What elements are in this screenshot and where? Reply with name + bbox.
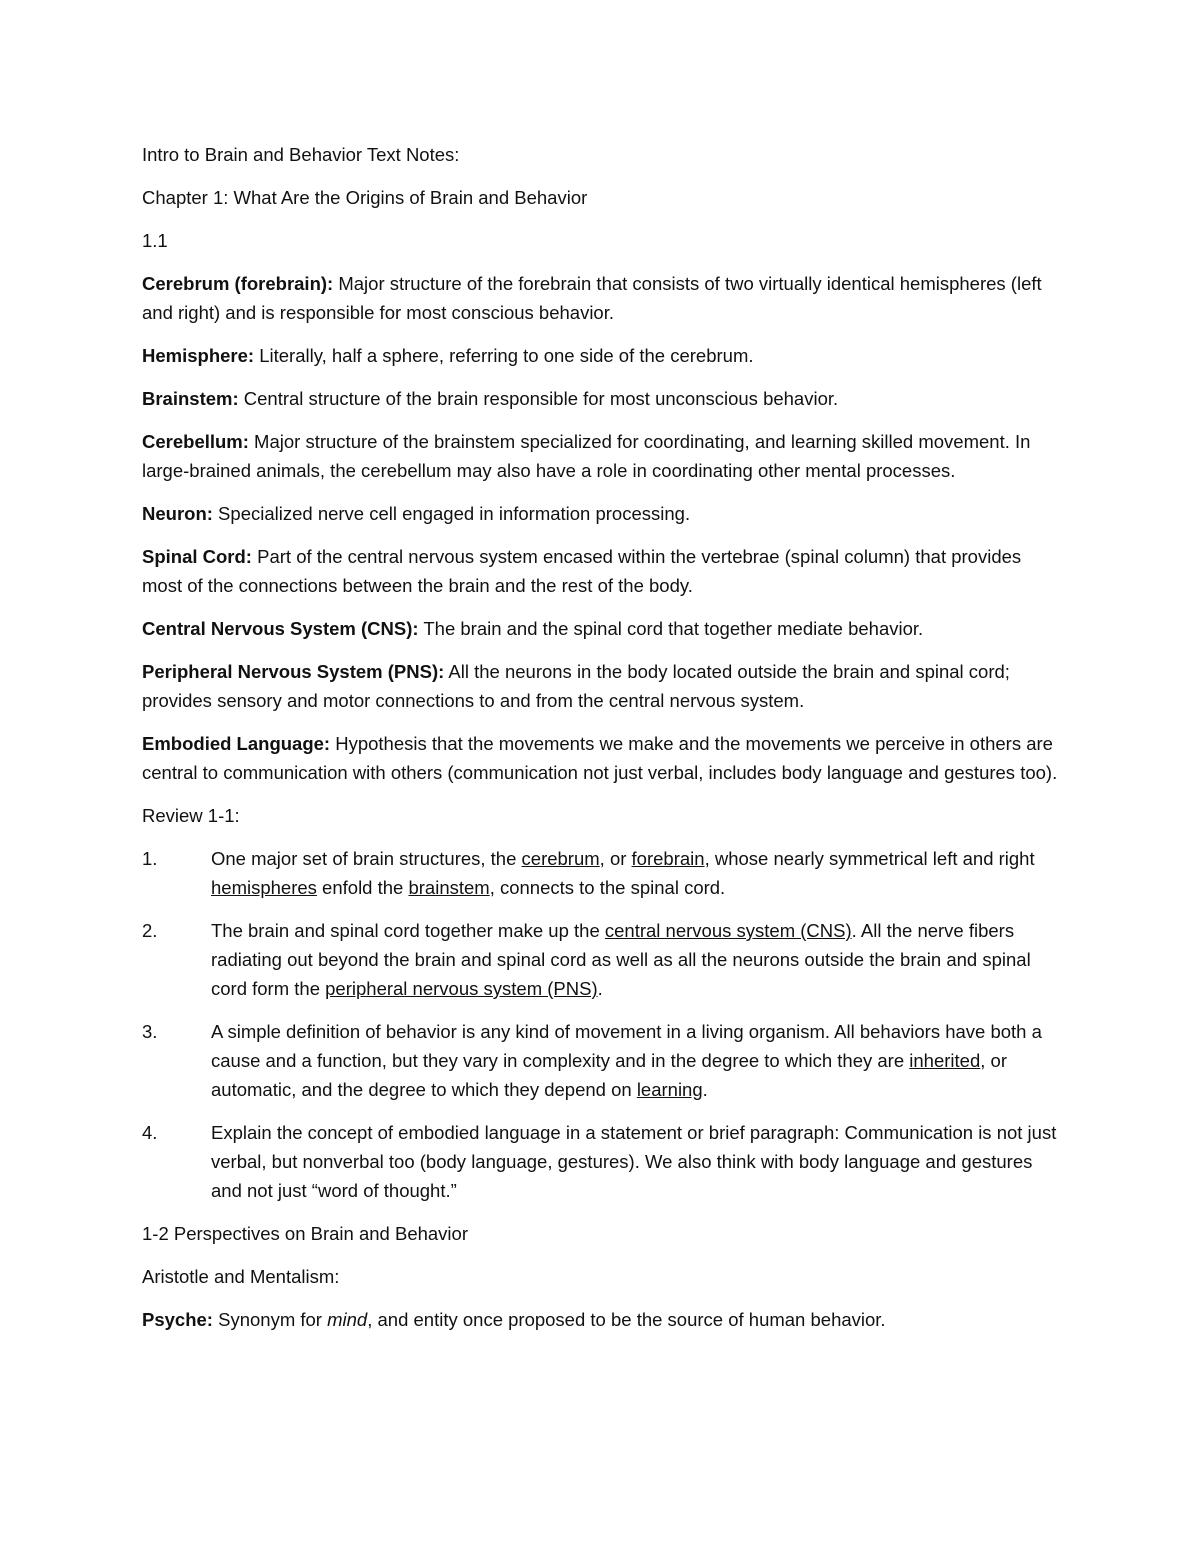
list-text — [211, 844, 1062, 902]
definition-text: Specialized nerve cell engaged in information processing. — [212, 503, 691, 524]
text-run: , or automatic, and the degree to which they depend on — [211, 1050, 1007, 1100]
definition-text: Literally, half a sphere, referring to one side of the cerebrum. — [254, 345, 754, 366]
text-run: . — [702, 1079, 708, 1100]
definition-embodied-language — [142, 729, 1062, 787]
review-item-2 — [142, 916, 1062, 1003]
underlined-term: peripheral nervous system (PNS) — [325, 978, 598, 999]
text-run: . All the nerve fibers radiating out beyond the brain and spinal cord as well as all the neurons outside the brain and spinal cord form the — [211, 920, 1031, 999]
text-run: , whose nearly symmetrical left and right — [704, 848, 1035, 869]
definition-brainstem — [142, 384, 1062, 413]
list-number: 4. — [142, 1122, 158, 1143]
definition-text: The brain and the spinal cord that together mediate behavior. — [418, 618, 924, 639]
definition-pns — [142, 657, 1062, 715]
text-run: , or — [599, 848, 632, 869]
underlined-term: inherited — [909, 1050, 981, 1071]
list-text — [211, 916, 1062, 1003]
document-page — [142, 140, 1062, 1348]
text-run: enfold the — [316, 877, 409, 898]
underlined-term: forebrain — [631, 848, 705, 869]
definition-text: Synonym for — [212, 1309, 328, 1330]
subsection-heading: Aristotle and Mentalism: — [142, 1266, 340, 1287]
italic-term: mind — [327, 1309, 368, 1330]
review-item-1 — [142, 844, 1062, 902]
definition-text: Central structure of the brain responsible for most unconscious behavior. — [238, 388, 839, 409]
definition-term: Neuron: — [142, 503, 213, 524]
underlined-term: hemispheres — [211, 877, 317, 898]
review-heading: Review 1-1: — [142, 805, 240, 826]
review-item-3 — [142, 1017, 1062, 1104]
definition-cns — [142, 614, 1062, 643]
review-item-4 — [142, 1118, 1062, 1205]
text-run: . — [597, 978, 603, 999]
list-number: 2. — [142, 920, 158, 941]
definition-term: Peripheral Nervous System (PNS): — [142, 661, 445, 682]
definition-term: Spinal Cord: — [142, 546, 252, 567]
text-run: One major set of brain structures, the — [211, 848, 522, 869]
underlined-term: brainstem — [408, 877, 490, 898]
definition-psyche — [142, 1305, 1062, 1334]
chapter-heading: Chapter 1: What Are the Origins of Brain and Behavior — [142, 187, 588, 208]
definition-spinal-cord — [142, 542, 1062, 600]
definition-text: Part of the central nervous system encased within the vertebrae (spinal column) that provides most of the connections between the brain and the rest of the body. — [142, 546, 1022, 596]
list-number: 3. — [142, 1021, 158, 1042]
definition-term: Cerebellum: — [142, 431, 249, 452]
underlined-term: central nervous system (CNS) — [604, 920, 852, 941]
section-number: 1.1 — [142, 230, 168, 251]
definition-text: Hypothesis that the movements we make and the movements we perceive in others are central to communication with others (communication not just verbal, includes body language and gestures too). — [142, 733, 1058, 783]
underlined-term: cerebrum — [521, 848, 600, 869]
definition-text: Major structure of the forebrain that consists of two virtually identical hemispheres (left and right) and is responsible for most conscious behavior. — [142, 273, 1042, 323]
definition-term: Psyche: — [142, 1309, 213, 1330]
definition-term: Cerebrum (forebrain): — [142, 273, 334, 294]
definition-text: All the neurons in the body located outside the brain and spinal cord; provides sensory and motor connections to and from the central nervous system. — [142, 661, 1010, 711]
list-text: Explain the concept of embodied language in a statement or brief paragraph: Communication is not just verbal, but nonverbal too (body language, gestures). We also think with body language and gestures and not just “word of thought.” — [211, 1122, 1057, 1201]
definition-term: Embodied Language: — [142, 733, 331, 754]
definition-cerebrum — [142, 269, 1062, 327]
document-title: Intro to Brain and Behavior Text Notes: — [142, 144, 460, 165]
text-run: The brain and spinal cord together make up the — [211, 920, 605, 941]
section-heading: 1-2 Perspectives on Brain and Behavior — [142, 1223, 468, 1244]
underlined-term: learning — [636, 1079, 703, 1100]
definition-text: , and entity once proposed to be the source of human behavior. — [367, 1309, 886, 1330]
definition-cerebellum — [142, 427, 1062, 485]
definition-text: Major structure of the brainstem specialized for coordinating, and learning skilled movement. In large-brained animals, the cerebellum may also have a role in coordinating other mental processes. — [142, 431, 1031, 481]
list-number: 1. — [142, 848, 158, 869]
text-run: A simple definition of behavior is any kind of movement in a living organism. All behaviors have both a cause and a function, but they vary in complexity and in the degree to which they are — [211, 1021, 1042, 1071]
text-run: , connects to the spinal cord. — [489, 877, 726, 898]
definition-term: Brainstem: — [142, 388, 239, 409]
definition-neuron — [142, 499, 1062, 528]
definition-term: Central Nervous System (CNS): — [142, 618, 419, 639]
list-text — [211, 1017, 1062, 1104]
definition-hemisphere — [142, 341, 1062, 370]
definition-term: Hemisphere: — [142, 345, 255, 366]
